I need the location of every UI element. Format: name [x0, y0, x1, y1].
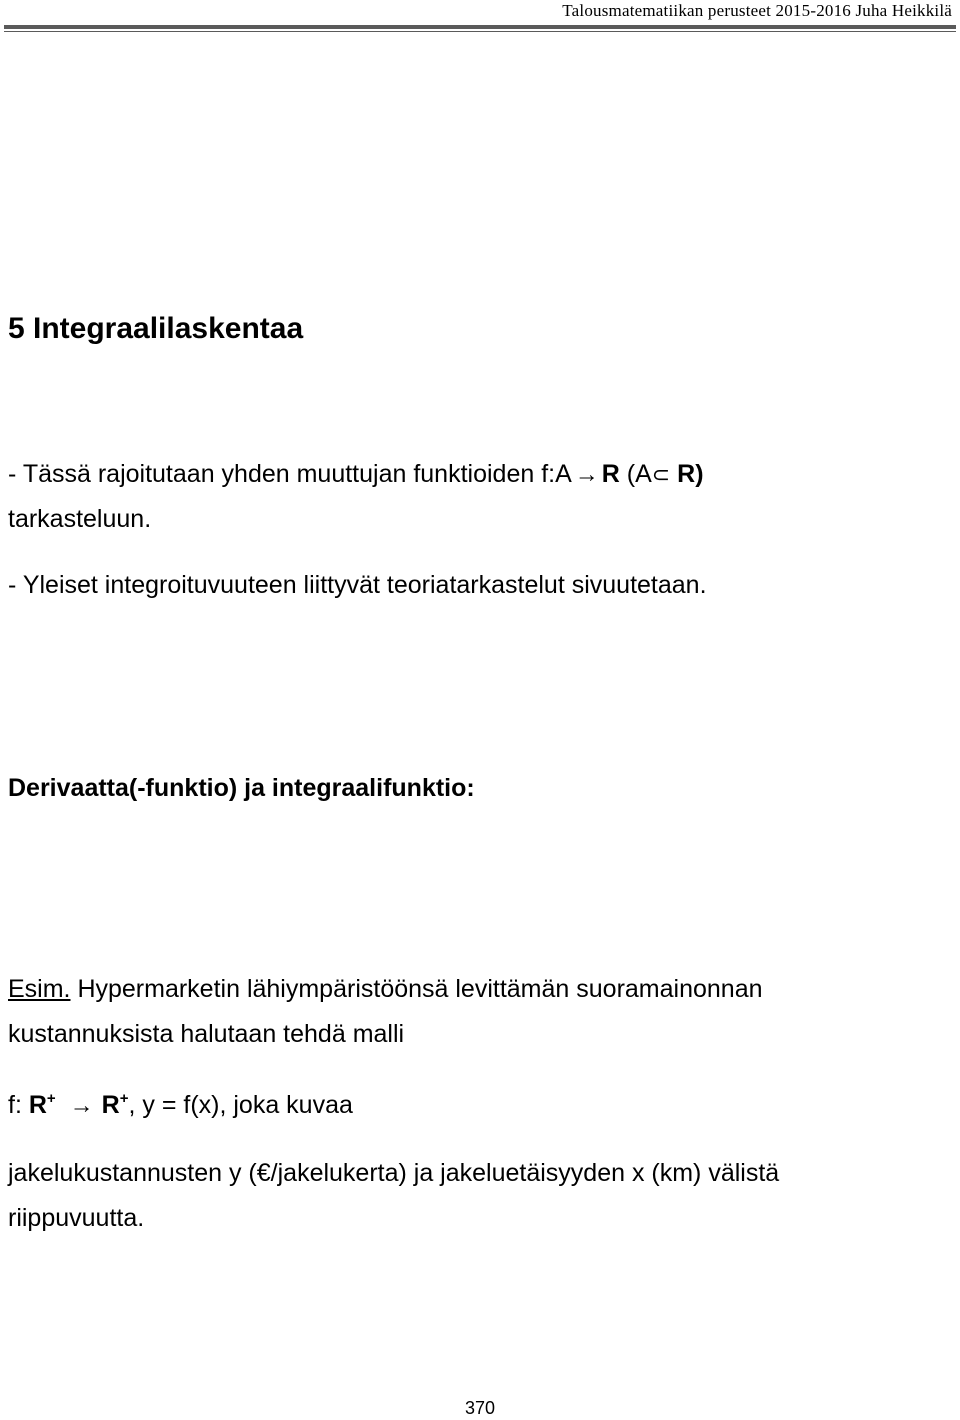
intro-line-2: tarkasteluun. — [8, 505, 152, 533]
running-header-title: Talousmatematiikan perusteet 2015-2016 Juha Heikkilä — [562, 1, 952, 20]
example-text: Hypermarketin lähiympäristöönsä levittämän suoramainonnan — [70, 975, 763, 1003]
arrow-icon: → — [69, 1092, 94, 1119]
subheading: Derivaatta(-funktio) ja integraalifunktio: — [8, 774, 475, 802]
example-line-2: kustannuksista halutaan tehdä malli — [8, 1020, 405, 1048]
intro-line-3: - Yleiset integroituvuuteen liittyvät teoriatarkastelut sivuutetaan. — [8, 571, 707, 599]
page-number: 370 — [464, 1398, 496, 1418]
section-title: 5 Integraalilaskentaa — [8, 312, 304, 345]
func-suffix: , y = f(x), joka kuvaa — [128, 1091, 353, 1119]
header-rule — [4, 25, 956, 29]
example-line-1 — [8, 967, 763, 1012]
paren-open: (A — [619, 460, 652, 488]
set-R-closing: R) — [670, 460, 704, 488]
domain-set: R — [28, 1091, 47, 1119]
codomain-set: R — [101, 1091, 120, 1119]
func-prefix: f: — [8, 1091, 29, 1119]
codomain-sup: + — [119, 1090, 129, 1107]
arrow-icon: → — [574, 461, 599, 488]
header-rule-thin — [4, 31, 956, 32]
example-label: Esim. — [8, 975, 71, 1003]
example-line-5: riippuvuutta. — [8, 1204, 145, 1232]
intro-line-1 — [8, 452, 704, 497]
function-definition — [8, 1083, 353, 1128]
intro-text: - Tässä rajoitutaan yhden muuttujan funktioiden f:A — [8, 460, 572, 488]
set-R: R — [601, 460, 620, 488]
domain-sup: + — [46, 1090, 56, 1107]
page-header — [0, 0, 960, 34]
example-line-4: jakelukustannusten y (€/jakelukerta) ja jakeluetäisyyden x (km) välistä — [8, 1159, 780, 1187]
subset-symbol: ⊂ — [651, 462, 671, 487]
